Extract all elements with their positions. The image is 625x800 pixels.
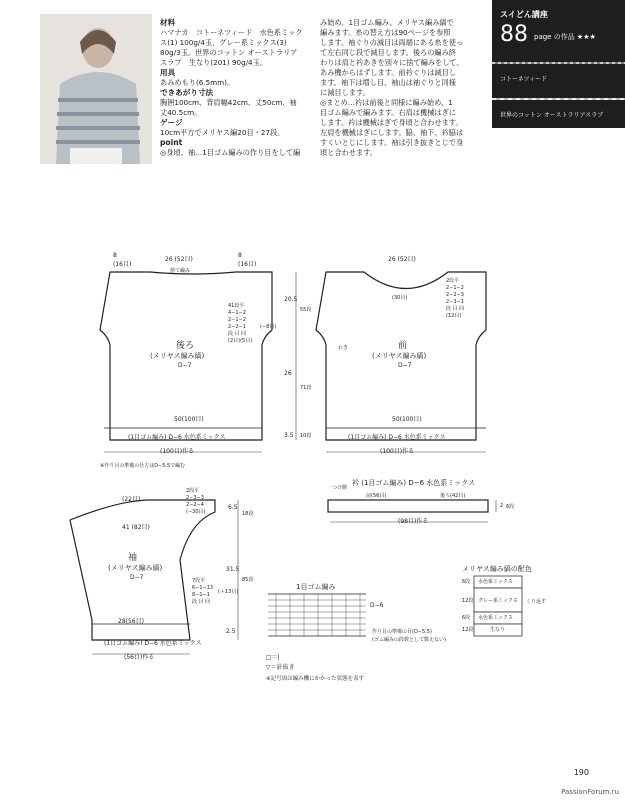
instruction-line: 左肩を機械はぎにします。脇、袖下、衿脇は — [320, 128, 464, 137]
gauge-title: ゲージ — [160, 118, 183, 127]
sleeve-sub: (メリヤス編み縞) — [108, 564, 163, 572]
materials-line: ス(1) 100g/4玉、グレー系ミックス(3) — [160, 38, 287, 47]
yarn-1-label: コトーネツィード — [500, 76, 548, 83]
back-decrease: 41段平 4−1−2 2−1−2 2−2−1 段 目 回 (2目)(5目) — [228, 303, 253, 344]
tools-line: あみめもり(6.5mm)。 — [160, 78, 235, 87]
back-shoulder-right: 8 (16目) — [238, 252, 257, 268]
dim-71: 71段 — [300, 385, 312, 391]
front-sub: (メリヤス編み縞) — [372, 352, 427, 360]
size-line: 丈40.5cm。 — [160, 108, 202, 117]
series-title: スイどん講座 — [500, 10, 548, 19]
front-fold: わき — [338, 345, 349, 351]
series-number: 88 — [500, 22, 528, 47]
back-top-width: 26 (52目) — [165, 256, 193, 263]
stripe-row-3: 水色系ミックス — [478, 615, 513, 621]
instruction-line: 頃と合わせます。 — [320, 148, 377, 157]
instruction-line: あみ機からはずします。前衿ぐりは減目し — [320, 68, 456, 77]
instruction-line: します。袖ぐりの減目は両端にある糸を使っ — [320, 38, 464, 47]
sleeve-decrease: 2段平 2−3−3 2−2−4 (−30目) — [186, 488, 206, 515]
dim-18: 18段 — [242, 511, 254, 517]
front-top-width: 26 (52目) — [388, 256, 416, 263]
back-width: 50(100目) — [174, 416, 204, 423]
back-neckline: 捨て編み — [170, 268, 191, 274]
dim-10: 10段 — [300, 433, 312, 439]
stripe-count-1: 6段 — [462, 579, 471, 585]
instruction-line: 編みます。糸の替え方は90ページを参照 — [320, 28, 451, 37]
stripe-row-4: 生なり — [490, 627, 506, 633]
collar-cast: (98目)作る — [398, 518, 429, 525]
dim-26: 26 — [284, 370, 292, 377]
back-rib: (1目ゴム編み) D−6 水色系ミックス — [128, 434, 226, 441]
dim-31-5: 31.5 — [226, 566, 240, 573]
dim-2-5: 2.5 — [226, 628, 236, 635]
collar-title: 衿 (1目ゴム編み) D−6 水色系ミックス — [352, 479, 476, 487]
instruction-line: に減目します。 — [320, 88, 370, 97]
front-title: 前 — [398, 341, 408, 351]
materials-title: 材料 — [160, 18, 176, 27]
back-cast: (100目)作る — [160, 448, 195, 455]
stripe-count-2: 12段 — [462, 598, 474, 604]
rib-chart-title: 1目ゴム編み — [296, 583, 336, 591]
materials-line: 80g/3玉。世界のコットン オーストラリア — [160, 48, 298, 57]
size-line: 胸囲100cm、背肩幅42cm、丈50cm、袖 — [160, 98, 297, 107]
sleeve-title: 袖 — [128, 553, 138, 563]
stripe-row-1: 水色系ミックス — [478, 579, 513, 585]
stripe-count-3: 6段 — [462, 615, 471, 621]
instruction-line: ます。袖下は増し目、袖山は袖ぐりと同様 — [320, 78, 456, 87]
dim-6: 6段 — [506, 504, 515, 510]
collar-front: 前(56目) — [366, 493, 387, 499]
rib-chart-grid — [268, 594, 366, 636]
materials-line: ハマナカ コトーネツィード 水色系ミック — [160, 28, 303, 37]
front-rib: (1目ゴム編み) D−6 水色系ミックス — [348, 434, 446, 441]
sleeve-wrist: 28(56目) — [118, 618, 144, 625]
dim-2: 2 — [500, 503, 504, 509]
point-title: point — [160, 138, 183, 147]
sleeve-top: (22目) — [122, 496, 141, 503]
instruction-line: します。衿は機械はぎで身頃と合わせます。 — [320, 118, 463, 127]
stripe-row-2: グレー系ミックス — [478, 598, 518, 604]
sleeve-needle: D−7 — [130, 574, 144, 581]
instruction-line: 目ゴム編みで編みます。右肩は機械はぎに — [320, 108, 456, 117]
stripe-count-4: 12段 — [462, 627, 474, 633]
front-width: 50(100目) — [392, 416, 422, 423]
back-sub: (メリヤス編み縞) — [150, 352, 205, 360]
sleeve-cast: (56目)作る — [124, 654, 155, 661]
dim-20-5: 20.5 — [284, 296, 298, 303]
front-decrease: 2段平 2−1−2 2−2−3 2−3−1 段 目 回 (12目) — [446, 278, 465, 319]
dim-85: 85段 — [242, 577, 254, 583]
instruction-line: わりは肩と衿あきを別々に捨て編みをして、 — [320, 58, 464, 67]
size-title: できあがり寸法 — [160, 88, 214, 97]
rib-chart-note1: 作り目の準備の目(D−5.5) — [372, 629, 432, 635]
sleeve-plus: (＋13目) — [218, 589, 239, 595]
back-note: ※作り目の準備の仕方はD−5.5で編む — [100, 463, 186, 469]
collar-band — [328, 500, 488, 512]
dim-3-5: 3.5 — [284, 432, 294, 439]
page-number: 190 — [573, 768, 589, 777]
rib-chart-note2: (ゴム編みの段数として数えない) — [372, 637, 446, 643]
stripe-repeat: くり返す — [526, 599, 547, 605]
front-center: (30目) — [392, 295, 408, 301]
dim-55: 55段 — [300, 307, 312, 313]
dim-6-5: 6.5 — [228, 504, 238, 511]
back-shoulder-left: 8 (16目) — [113, 252, 132, 268]
site-watermark: PassionForum.ru — [561, 788, 619, 796]
tools-title: 用具 — [160, 68, 176, 77]
sleeve-width: 41 (82目) — [122, 524, 150, 531]
rib-chart-needle: D−6 — [370, 602, 384, 609]
collar-total: つけ側 — [332, 485, 348, 491]
instruction-line: み始め、1目ゴム編み、メリヤス編み縞で — [320, 18, 454, 27]
back-side: (−8目) — [260, 324, 277, 330]
stripe-title: メリヤス編み縞の配色 — [462, 565, 532, 573]
instruction-line: ◎まとめ…衿は前後と同様に編み始め、1 — [320, 98, 453, 107]
instruction-line: て左右同じ段で減目します。後ろの編み終 — [320, 48, 456, 57]
legend-2: ▽＝針抜き — [266, 664, 295, 671]
collar-back: 後ろ(42目) — [440, 493, 466, 499]
instruction-line: すくいとじにします。袖は引き抜きとじで身 — [320, 138, 464, 147]
chart-note: ※記号図は編み機にかかった状態を表す — [266, 676, 365, 682]
front-cast: (100目)作る — [380, 448, 415, 455]
materials-line: スラブ 生なり(201) 90g/4玉。 — [160, 58, 268, 67]
legend-1: □＝| — [266, 654, 280, 661]
yarn-2-label: 世界のコットン オーストラリアスラブ — [500, 112, 604, 119]
point-line: ◎身頃、袖…1目ゴム編みの作り目をして編 — [160, 148, 301, 157]
sleeve-rib: (1目ゴム編み) D−6 水色系ミックス — [104, 640, 202, 647]
back-needle: D−7 — [178, 362, 192, 369]
back-title: 後ろ — [176, 341, 195, 351]
front-needle: D−7 — [398, 362, 412, 369]
page-label: page の作品 ★★★ — [534, 33, 596, 41]
sleeve-increase: 7段平 6−1−13 8−1−1 段 目 回 — [192, 578, 214, 605]
gauge-line: 10cm平方でメリヤス編20目・27段。 — [160, 128, 285, 137]
